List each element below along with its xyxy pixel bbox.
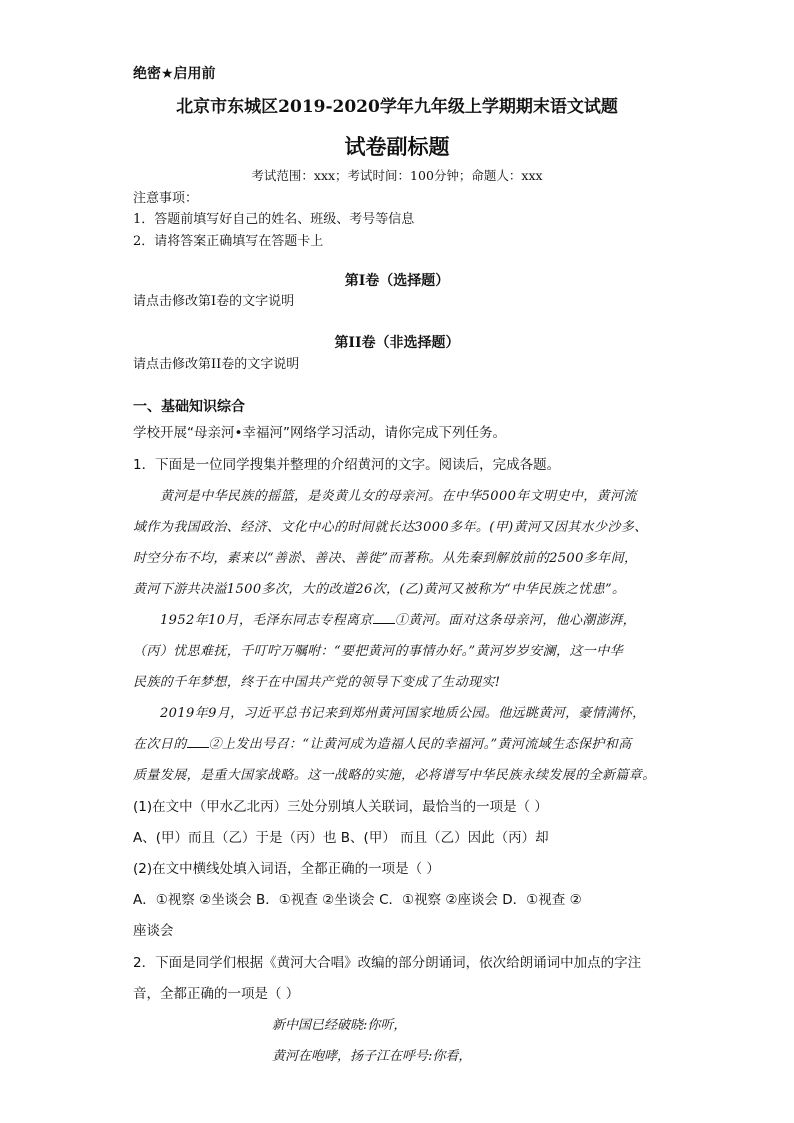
passage-text: 在次日的 (133, 737, 187, 752)
passage-line (133, 733, 632, 752)
passage-text: ①黄河。面对这条母亲河，他心潮澎湃， (394, 613, 637, 628)
part-1-heading: 一、基础知识综合 (133, 399, 245, 415)
recitation-line: 新中国已经破晓:你听， (272, 1018, 407, 1033)
volume-1-desc[interactable]: 请点击修改第I卷的文字说明 (133, 294, 295, 309)
passage-text: 1952年10月，毛泽东同志专程离京 (160, 613, 373, 628)
notes-item-1: 1．答题前填写好自己的姓名、班级、考号等信息 (133, 212, 415, 227)
passage-line: 质量发展，是重大国家战略。这一战略的实施，必将谱写中华民族永续发展的全新篇章。 (133, 768, 656, 783)
question-1-stem: 1．下面是一位同学搜集并整理的介绍黄河的文字。阅读后，完成各题。 (133, 457, 561, 473)
passage-line: 黄河是中华民族的摇篮，是炎黄儿女的母亲河。在中华5000年文明史中，黄河流 (160, 489, 637, 504)
volume-2-desc[interactable]: 请点击修改第II卷的文字说明 (133, 357, 300, 372)
question-2-stem: 2．下面是同学们根据《黄河大合唱》改编的部分朗诵词，依次给朗诵词中加点的字注 (133, 955, 642, 971)
exam-subtitle: 试卷副标题 (344, 134, 450, 159)
sub-question-2-options: A．①视察 ②坐谈会 B．①视查 ②坐谈会 C．①视察 ②座谈会 D．①视查 ② (133, 892, 582, 908)
passage-line: （丙）忧思难抚，千叮咛万嘱咐：“要把黄河的事情办好。”黄河岁岁安澜，这一中华 (133, 644, 623, 659)
passage-line: 民族的千年梦想，终于在中国共产党的领导下变成了生动现实! (133, 675, 501, 690)
sub-question-2: (2)在文中横线处填入词语，全都正确的一项是（ ） (133, 861, 440, 877)
notes-heading: 注意事项： (133, 191, 199, 206)
confidential-label: 绝密★启用前 (133, 66, 216, 82)
volume-2-title: 第II卷（非选择题） (334, 335, 460, 351)
exam-meta: 考试范围：xxx；考试时间：100分钟；命题人：xxx (251, 168, 543, 183)
passage-line: 时空分布不均，素来以“善淤、善决、善徙”而著称。从先秦到解放前的2500多年间， (133, 551, 638, 566)
passage-line: 域作为我国政治、经济、文化中心的时间就长达3000多年。(甲)黄河又因其水少沙多、 (133, 520, 648, 535)
sub-question-1-options: A、(甲）而且（乙）于是（丙）也 B、(甲） 而且（乙）因此（丙）却 (133, 830, 549, 846)
recitation-line: 黄河在咆哮，扬子江在呼号:你看， (272, 1049, 472, 1064)
exam-title: 北京市东城区2019-2020学年九年级上学期期末语文试题 (176, 97, 618, 117)
part-1-intro: 学校开展“母亲河•幸福河”网络学习活动，请你完成下列任务。 (133, 425, 506, 441)
fill-blank-1[interactable] (373, 611, 395, 624)
passage-line: 2019年9月，习近平总书记来到郑州黄河国家地质公园。他远眺黄河，豪情满怀， (160, 706, 646, 721)
fill-blank-2[interactable] (187, 735, 209, 748)
notes-item-2: 2．请将答案正确填写在答题卡上 (133, 234, 324, 249)
question-2-stem-cont: 音，全都正确的一项是（ ） (133, 986, 300, 1002)
volume-1-title: 第I卷（选择题） (344, 273, 450, 289)
sub-question-2-options-cont: 座谈会 (133, 923, 174, 939)
passage-line: 黄河下游共决溢1500多次，大的改道26次，(乙)黄河又被称为“中华民族之忧患”。 (133, 582, 626, 597)
sub-question-1: (1)在文中（甲水乙北丙）三处分别填人关联词，最恰当的一项是（ ） (133, 799, 548, 815)
passage-line (160, 609, 636, 628)
passage-text: ②上发出号召：“让黄河成为造福人民的幸福河。”黄河流域生态保护和高 (208, 737, 632, 752)
